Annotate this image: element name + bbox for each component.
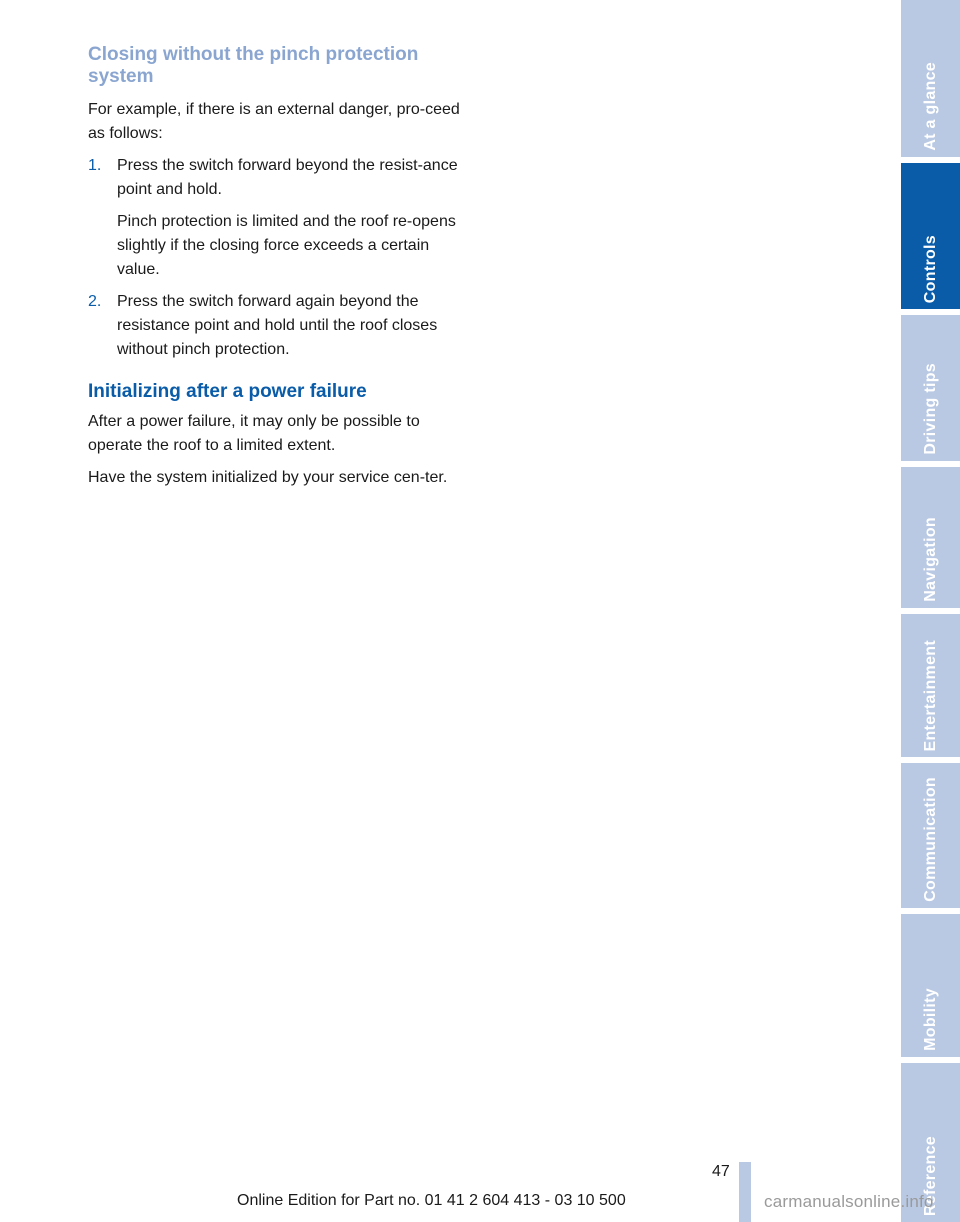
tab-controls[interactable]	[901, 163, 960, 309]
step-number: 2.	[88, 293, 102, 310]
tab-mobility[interactable]	[901, 914, 960, 1057]
step-number: 1.	[88, 157, 102, 174]
tab-at-a-glance[interactable]	[901, 0, 960, 157]
list-item	[88, 290, 466, 362]
paragraph: Have the system initialized by your service cen-ter.	[88, 469, 448, 486]
intro-paragraph: For example, if there is an external danger, pro-ceed as follows:	[88, 101, 460, 142]
tab-navigation[interactable]	[901, 467, 960, 608]
tab-label: Communication	[921, 777, 939, 902]
step-note: Pinch protection is limited and the roof re-opens slightly if the closing force exceeds a certain value.	[117, 213, 456, 278]
page-number: 47	[712, 1163, 730, 1180]
step-text: Press the switch forward again beyond the resistance point and hold until the roof closes without pinch protection.	[117, 293, 438, 358]
tab-label: Navigation	[921, 517, 939, 602]
paragraph: After a power failure, it may only be possible to operate the roof to a limited extent.	[88, 413, 420, 454]
chapter-tabs	[901, 0, 960, 1222]
tab-label: Entertainment	[921, 639, 939, 751]
watermark: carmanualsonline.info	[764, 1192, 934, 1211]
tab-label: Mobility	[921, 988, 939, 1051]
tab-driving-tips[interactable]	[901, 315, 960, 461]
page-marker-bar	[739, 1162, 751, 1222]
page-content	[88, 44, 466, 498]
tab-label: At a glance	[921, 62, 939, 151]
tab-label: Driving tips	[921, 363, 939, 455]
tab-communication[interactable]	[901, 763, 960, 908]
steps-list	[88, 154, 466, 362]
list-item	[88, 154, 466, 282]
step-text: Press the switch forward beyond the resist-ance point and hold.	[117, 157, 458, 198]
tab-label: Controls	[921, 234, 939, 303]
section-heading: Initializing after a power failure	[88, 381, 367, 402]
edition-footer: Online Edition for Part no. 01 41 2 604 413 - 03 10 500	[237, 1192, 626, 1209]
tab-label: Reference	[921, 1135, 939, 1216]
tab-entertainment[interactable]	[901, 614, 960, 757]
section-subheading: Closing without the pinch protection system	[88, 44, 419, 87]
